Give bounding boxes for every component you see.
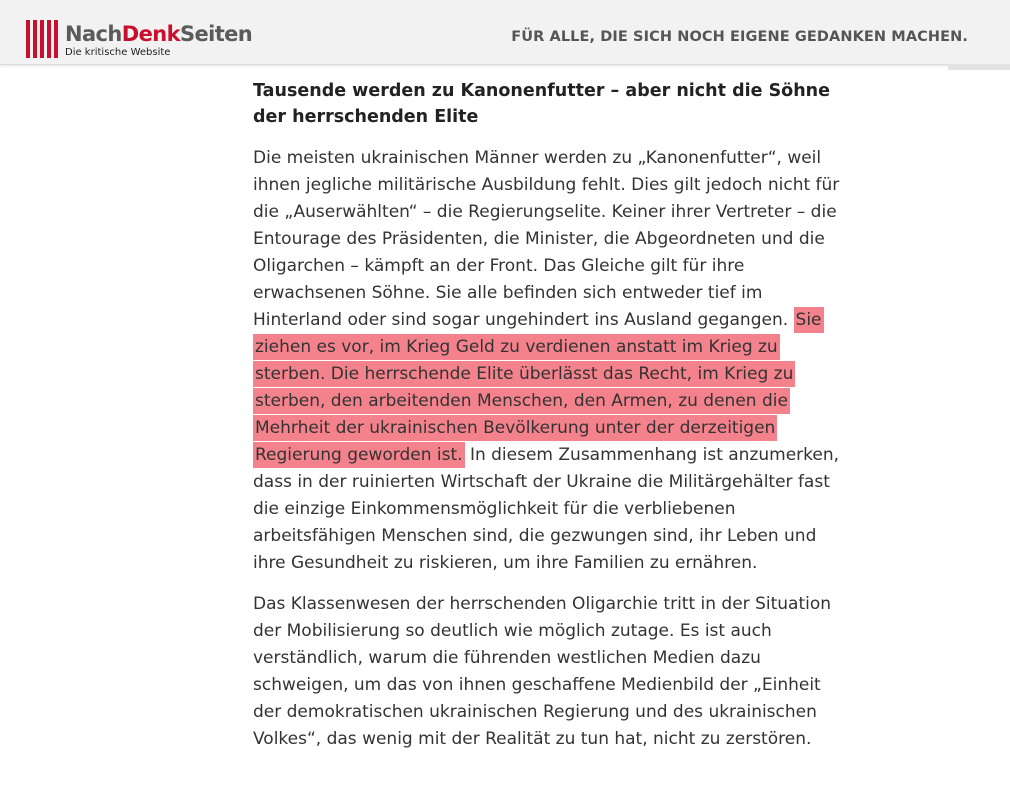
highlighted-passage: Sie ziehen es vor, im Krieg Geld zu verdienen anstatt im Krieg zu sterben. Die herrschende Elite überlässt das Recht, im Krieg zu sterben, den arbeitenden Menschen, den Armen, zu denen die Mehrheit der ukrainischen Bevölkerung unter der derzeitigen Regierung geworden ist. [253,307,824,468]
article-body [253,78,853,767]
logo-name-part2: Denk [121,22,180,46]
logo-tagline: Die kritische Website [65,47,171,58]
site-header [0,0,1010,65]
paragraph-text: In diesem Zusammenhang ist anzumerken, dass in der ruinierten Wirtschaft der Ukraine die Militärgehälter fast die einzige Einkommensmöglichkeit für die verbliebenen arbeitsfähigen Menschen sind, die gezwungen sind, ihr Leben und ihre Gesundheit zu riskieren, um ihre Familien zu ernähren. [253,445,840,573]
logo-text [65,22,252,58]
header-edge [948,64,1010,70]
logo-bars-icon [26,20,58,58]
site-logo[interactable] [26,20,252,60]
article-subheading: Tausende werden zu Kanonenfutter – aber nicht die Söhne der herrschenden Elite [253,81,830,127]
logo-wordmark [65,22,252,46]
logo-name-part3: Seiten [179,22,253,46]
article-paragraph-1 [253,145,853,577]
logo-name-part1: Nach [65,22,122,46]
paragraph-text: Die meisten ukrainischen Männer werden zu „Kanonenfutter“, weil ihnen jegliche militärische Ausbildung fehlt. Dies gilt jedoch nicht für die „Auserwählten“ – die Regierungselite. Keiner ihrer Vertreter – die Entourage des Präsidenten, die Minister, die Abgeordneten und die Oligarchen – kämpft an der Front. Das Gleiche gilt für ihre erwachsenen Söhne. Sie alle befinden sich entweder tief im Hinterland oder sind sogar ungehindert ins Ausland gegangen. [253,148,840,330]
site-slogan: FÜR ALLE, DIE SICH NOCH EIGENE GEDANKEN MACHEN. [511,29,968,45]
article-paragraph-2: Das Klassenwesen der herrschenden Oligarchie tritt in der Situation der Mobilisierung so deutlich wie möglich zutage. Es ist auch verständlich, warum die führenden westlichen Medien dazu schweigen, um das von ihnen geschaffene Medienbild der „Einheit der demokratischen ukrainischen Regierung und des ukrainischen Volkes“, das wenig mit der Realität zu tun hat, nicht zu zerstören. [253,594,832,749]
